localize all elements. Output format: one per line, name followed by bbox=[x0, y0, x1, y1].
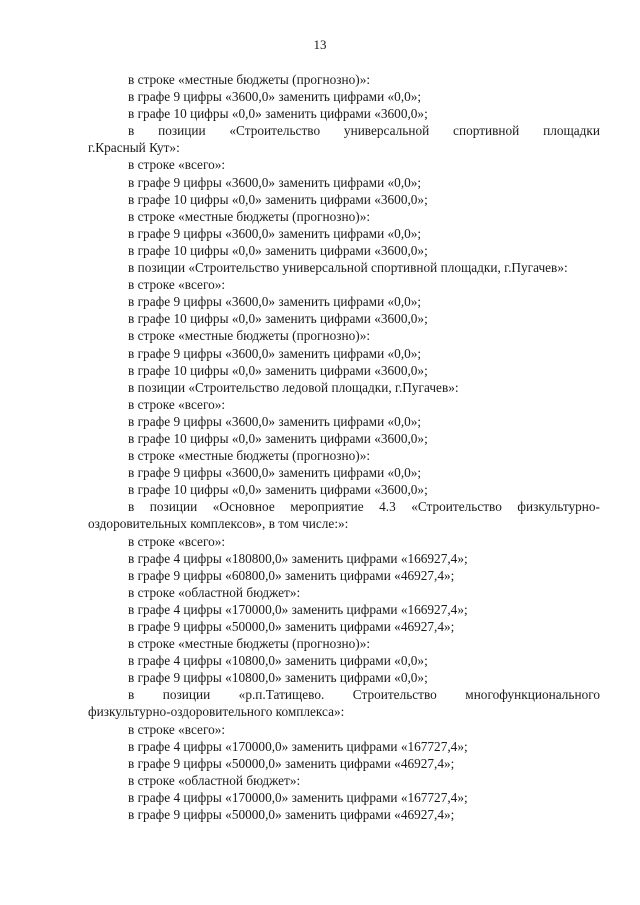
text-line: в позиции «р.п.Татищево. Строительство многофункционального bbox=[128, 687, 600, 703]
text-line: в строке «всего»: bbox=[128, 533, 226, 549]
text-line: в графе 10 цифры «0,0» заменить цифрами «3600,0»; bbox=[128, 191, 428, 207]
text-line: в графе 10 цифры «0,0» заменить цифрами «3600,0»; bbox=[128, 430, 428, 446]
text-line: в графе 10 цифры «0,0» заменить цифрами «3600,0»; bbox=[128, 311, 428, 327]
text-line: в позиции «Строительство ледовой площадки, г.Пугачев»: bbox=[128, 379, 459, 395]
text-line: в графе 4 цифры «170000,0» заменить цифрами «166927,4»; bbox=[128, 601, 468, 617]
text-line: в строке «местные бюджеты (прогнозно)»: bbox=[128, 208, 371, 224]
text-line: в графе 10 цифры «0,0» заменить цифрами «3600,0»; bbox=[128, 242, 428, 258]
text-line: в графе 10 цифры «0,0» заменить цифрами «3600,0»; bbox=[128, 106, 428, 122]
text-line: в строке «местные бюджеты (прогнозно)»: bbox=[128, 72, 371, 87]
text-line: в позиции «Основное мероприятие 4.3 «Строительство физкультурно- bbox=[128, 499, 600, 515]
text-line: в графе 4 цифры «170000,0» заменить цифрами «167727,4»; bbox=[128, 738, 468, 754]
page-number: 13 bbox=[313, 37, 327, 52]
text-line: в позиции «Строительство универсальной спортивной площадки bbox=[128, 123, 600, 139]
text-line: в графе 4 цифры «180800,0» заменить цифрами «166927,4»; bbox=[128, 550, 468, 566]
text-line: в графе 10 цифры «0,0» заменить цифрами «3600,0»; bbox=[128, 482, 428, 498]
text-line: в строке «местные бюджеты (прогнозно)»: bbox=[128, 636, 371, 652]
text-line: в графе 9 цифры «3600,0» заменить цифрами «0,0»; bbox=[128, 465, 422, 481]
text-line: в строке «местные бюджеты (прогнозно)»: bbox=[128, 448, 371, 464]
text-line: в строке «местные бюджеты (прогнозно)»: bbox=[128, 328, 371, 344]
text-line: в графе 9 цифры «3600,0» заменить цифрами «0,0»; bbox=[128, 345, 422, 361]
text-line: в графе 10 цифры «0,0» заменить цифрами «3600,0»; bbox=[128, 362, 428, 378]
text-line: в позиции «Строительство универсальной спортивной площадки, г.Пугачев»: bbox=[128, 260, 568, 276]
text-line: в строке «областной бюджет»: bbox=[128, 772, 301, 788]
text-line: в строке «областной бюджет»: bbox=[128, 584, 301, 600]
document-body bbox=[88, 71, 600, 823]
text-line: в графе 9 цифры «60800,0» заменить цифрами «46927,4»; bbox=[128, 567, 455, 583]
text-line: в графе 9 цифры «50000,0» заменить цифрами «46927,4»; bbox=[128, 807, 455, 823]
text-line: в графе 9 цифры «50000,0» заменить цифрами «46927,4»; bbox=[128, 755, 455, 771]
text-line: в графе 9 цифры «3600,0» заменить цифрами «0,0»; bbox=[128, 225, 422, 241]
text-line: в строке «всего»: bbox=[128, 277, 226, 293]
text-line: в графе 4 цифры «170000,0» заменить цифрами «167727,4»; bbox=[128, 789, 468, 805]
text-line: в строке «всего»: bbox=[128, 721, 226, 737]
text-line: в графе 9 цифры «3600,0» заменить цифрами «0,0»; bbox=[128, 174, 422, 190]
text-line: физкультурно-оздоровительного комплекса»: bbox=[88, 704, 345, 720]
text-line: в графе 9 цифры «3600,0» заменить цифрами «0,0»; bbox=[128, 413, 422, 429]
text-line: в графе 9 цифры «50000,0» заменить цифрами «46927,4»; bbox=[128, 619, 455, 634]
text-line: в графе 9 цифры «3600,0» заменить цифрами «0,0»; bbox=[128, 89, 422, 105]
text-line: оздоровительных комплексов», в том числе:»: bbox=[88, 516, 349, 532]
text-line: г.Красный Кут»: bbox=[88, 140, 180, 156]
text-line: в строке «всего»: bbox=[128, 157, 226, 173]
text-line: в графе 4 цифры «10800,0» заменить цифрами «0,0»; bbox=[128, 653, 428, 669]
text-line: в графе 9 цифры «10800,0» заменить цифрами «0,0»; bbox=[128, 670, 428, 686]
text-line: в строке «всего»: bbox=[128, 396, 226, 412]
text-line: в графе 9 цифры «3600,0» заменить цифрами «0,0»; bbox=[128, 294, 422, 310]
